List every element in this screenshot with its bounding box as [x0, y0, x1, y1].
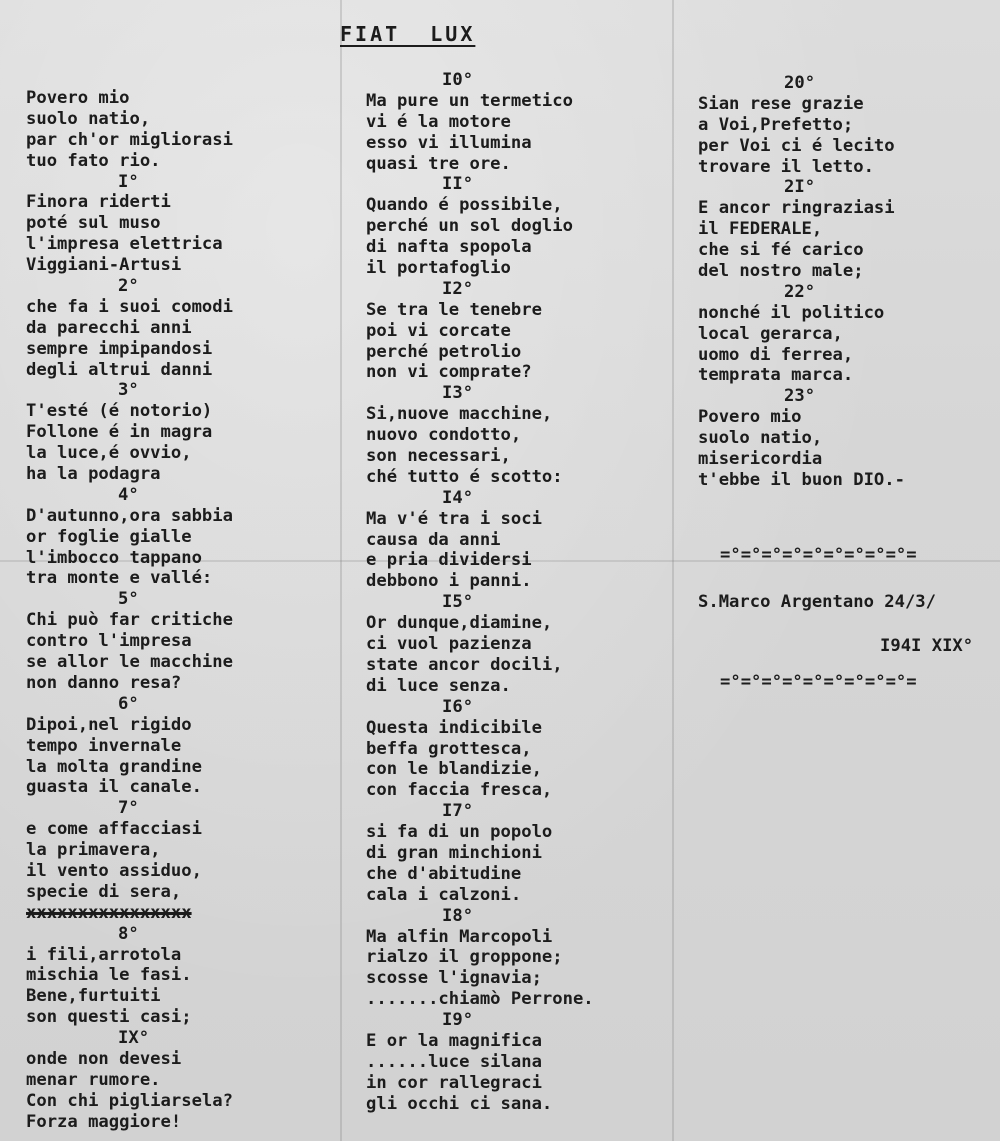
verse-line: Quando é possibile, [366, 195, 563, 216]
verse-line: con faccia fresca, [366, 780, 553, 801]
verse-line: si fa di un popolo [366, 822, 553, 843]
verse-line: Questa indicibile [366, 717, 542, 738]
verse-line: il FEDERALE, [698, 219, 823, 240]
verse-line: Si,nuove macchine, [366, 404, 553, 425]
verse-line: nonché il politico [698, 302, 885, 323]
verse-line: Ma v'é tra i soci [366, 508, 542, 529]
verse-line: perché petrolio [366, 341, 522, 362]
verse-line: Con chi pigliarsela? [26, 1090, 233, 1111]
poem-column-middle [366, 70, 594, 1115]
verse-line: Or dunque,diamine, [366, 613, 553, 634]
verse-line: debbono i panni. [366, 571, 532, 592]
stanza-number: I7° [442, 801, 474, 822]
verse-line: D'autunno,ora sabbia [26, 505, 233, 526]
verse-line: Chi può far critiche [26, 610, 233, 631]
verse-line: cala i calzoni. [366, 884, 522, 905]
verse-line: i fili,arrotola [26, 944, 182, 965]
place-and-date: S.Marco Argentano 24/3/ [698, 592, 936, 612]
poem-column-right [698, 73, 905, 491]
verse-line: Sian rese grazie [698, 93, 864, 114]
verse-line: di gran minchioni [366, 842, 542, 863]
verse-line: contro l'impresa [26, 631, 192, 652]
verse-line: perché un sol doglio [366, 216, 573, 237]
verse-line: E ancor ringraziasi [698, 198, 895, 219]
verse-line: esso vi illumina [366, 132, 532, 153]
stanza-number: II° [442, 174, 474, 195]
verse-line: rialzo il groppone; [366, 947, 563, 968]
verse-line: tuo fato rio. [26, 150, 161, 171]
verse-line: .......chiamò Perrone. [366, 989, 594, 1010]
verse-line: vi é la motore [366, 111, 511, 132]
verse-line: il portafoglio [366, 258, 511, 279]
verse-line: Ma alfin Marcopoli [366, 926, 553, 947]
stanza-number: I° [118, 171, 139, 192]
verse-line: beffa grottesca, [366, 738, 532, 759]
verse-line: a Voi,Prefetto; [698, 114, 854, 135]
verse-line: in cor rallegraci [366, 1072, 542, 1093]
verse-line: il vento assiduo, [26, 860, 202, 881]
verse-line: ha la podagra [26, 464, 161, 485]
verse-line: local gerarca, [698, 323, 843, 344]
verse-line: tempo invernale [26, 735, 182, 756]
verse-line: se allor le macchine [26, 652, 233, 673]
stanza-number: 23° [784, 386, 816, 407]
verse-line: temprata marca. [698, 365, 854, 386]
verse-line: poi vi corcate [366, 320, 511, 341]
verse-line: ché tutto é scotto: [366, 466, 563, 487]
verse-line: causa da anni [366, 529, 501, 550]
ornamental-separator: =°=°=°=°=°=°=°=°=°= [720, 545, 917, 565]
stanza-number: 3° [118, 380, 139, 401]
verse-line: ci vuol pazienza [366, 634, 532, 655]
stanza-number: 8° [118, 923, 139, 944]
verse-line: Viggiani-Artusi [26, 255, 182, 276]
poem-title: FIAT LUX [340, 22, 476, 46]
verse-line: misericordia [698, 449, 823, 470]
verse-line: guasta il canale. [26, 777, 202, 798]
verse-line: onde non devesi [26, 1048, 182, 1069]
verse-line: scosse l'ignavia; [366, 968, 542, 989]
verse-line: l'impresa elettrica [26, 234, 223, 255]
verse-line: specie di sera, [26, 881, 182, 902]
verse-line: xxxxxxxxxxxxxxxx [26, 902, 192, 923]
verse-line: non vi comprate? [366, 362, 532, 383]
stanza-number: 6° [118, 693, 139, 714]
stanza-number: 2I° [784, 177, 816, 198]
stanza-number: I9° [442, 1010, 474, 1031]
verse-line: or foglie gialle [26, 526, 192, 547]
verse-line: la primavera, [26, 840, 161, 861]
verse-line: del nostro male; [698, 261, 864, 282]
verse-line: da parecchi anni [26, 317, 192, 338]
verse-line: degli altrui danni [26, 359, 213, 380]
verse-line: trovare il letto. [698, 156, 874, 177]
paper-fold [340, 0, 342, 1141]
verse-line: che si fé carico [698, 240, 864, 261]
verse-line: con le blandizie, [366, 759, 542, 780]
verse-line: poté sul muso [26, 213, 161, 234]
stanza-number: I6° [442, 696, 474, 717]
paper-fold [672, 0, 674, 1141]
verse-line: Dipoi,nel rigido [26, 714, 192, 735]
ornamental-separator: =°=°=°=°=°=°=°=°=°= [720, 672, 917, 692]
stanza-number: 5° [118, 589, 139, 610]
verse-line: par ch'or migliorasi [26, 129, 233, 150]
verse-line: per Voi ci é lecito [698, 135, 895, 156]
verse-line: state ancor docili, [366, 654, 563, 675]
verse-line: tra monte e vallé: [26, 568, 213, 589]
verse-line: sempre impipandosi [26, 338, 213, 359]
verse-line: t'ebbe il buon DIO.- [698, 469, 905, 490]
stanza-number: 4° [118, 484, 139, 505]
verse-line: mischia le fasi. [26, 965, 192, 986]
verse-line: e pria dividersi [366, 550, 532, 571]
poem-column-left [26, 88, 233, 1133]
verse-line: Bene,furtuiti [26, 986, 161, 1007]
verse-line: Ma pure un termetico [366, 90, 573, 111]
verse-line: son questi casi; [26, 1007, 192, 1028]
verse-line: nuovo condotto, [366, 425, 522, 446]
year-line: I94I XIX° [880, 636, 974, 656]
stanza-number: 20° [784, 73, 816, 93]
verse-line: Follone é in magra [26, 422, 213, 443]
stanza-number: 22° [784, 281, 816, 302]
verse-line: la molta grandine [26, 756, 202, 777]
verse-line: suolo natio, [698, 428, 823, 449]
verse-line: ......luce silana [366, 1051, 542, 1072]
stanza-number: IX° [118, 1028, 150, 1049]
stanza-number: I8° [442, 905, 474, 926]
verse-line: e come affacciasi [26, 819, 202, 840]
stanza-number: I4° [442, 487, 474, 508]
stanza-number: I5° [442, 592, 474, 613]
verse-line: di nafta spopola [366, 237, 532, 258]
verse-line: Povero mio [26, 88, 130, 108]
stanza-number: I3° [442, 383, 474, 404]
stanza-number: 7° [118, 798, 139, 819]
verse-line: Povero mio [698, 407, 802, 428]
verse-line: non danno resa? [26, 672, 182, 693]
verse-line: l'imbocco tappano [26, 547, 202, 568]
verse-line: son necessari, [366, 446, 511, 467]
stanza-number: 2° [118, 276, 139, 297]
verse-line: che d'abitudine [366, 863, 522, 884]
verse-line: menar rumore. [26, 1069, 161, 1090]
verse-line: Finora riderti [26, 192, 171, 213]
verse-line: di luce senza. [366, 675, 511, 696]
verse-line: uomo di ferrea, [698, 344, 854, 365]
stanza-number: I2° [442, 278, 474, 299]
verse-line: suolo natio, [26, 108, 151, 129]
verse-line: gli occhi ci sana. [366, 1093, 553, 1114]
verse-line: quasi tre ore. [366, 153, 511, 174]
stanza-number: I0° [442, 70, 474, 90]
verse-line: Se tra le tenebre [366, 299, 542, 320]
verse-line: la luce,é ovvio, [26, 443, 192, 464]
verse-line: che fa i suoi comodi [26, 296, 233, 317]
verse-line: T'esté (é notorio) [26, 401, 213, 422]
verse-line: Forza maggiore! [26, 1111, 182, 1132]
verse-line: E or la magnifica [366, 1030, 542, 1051]
